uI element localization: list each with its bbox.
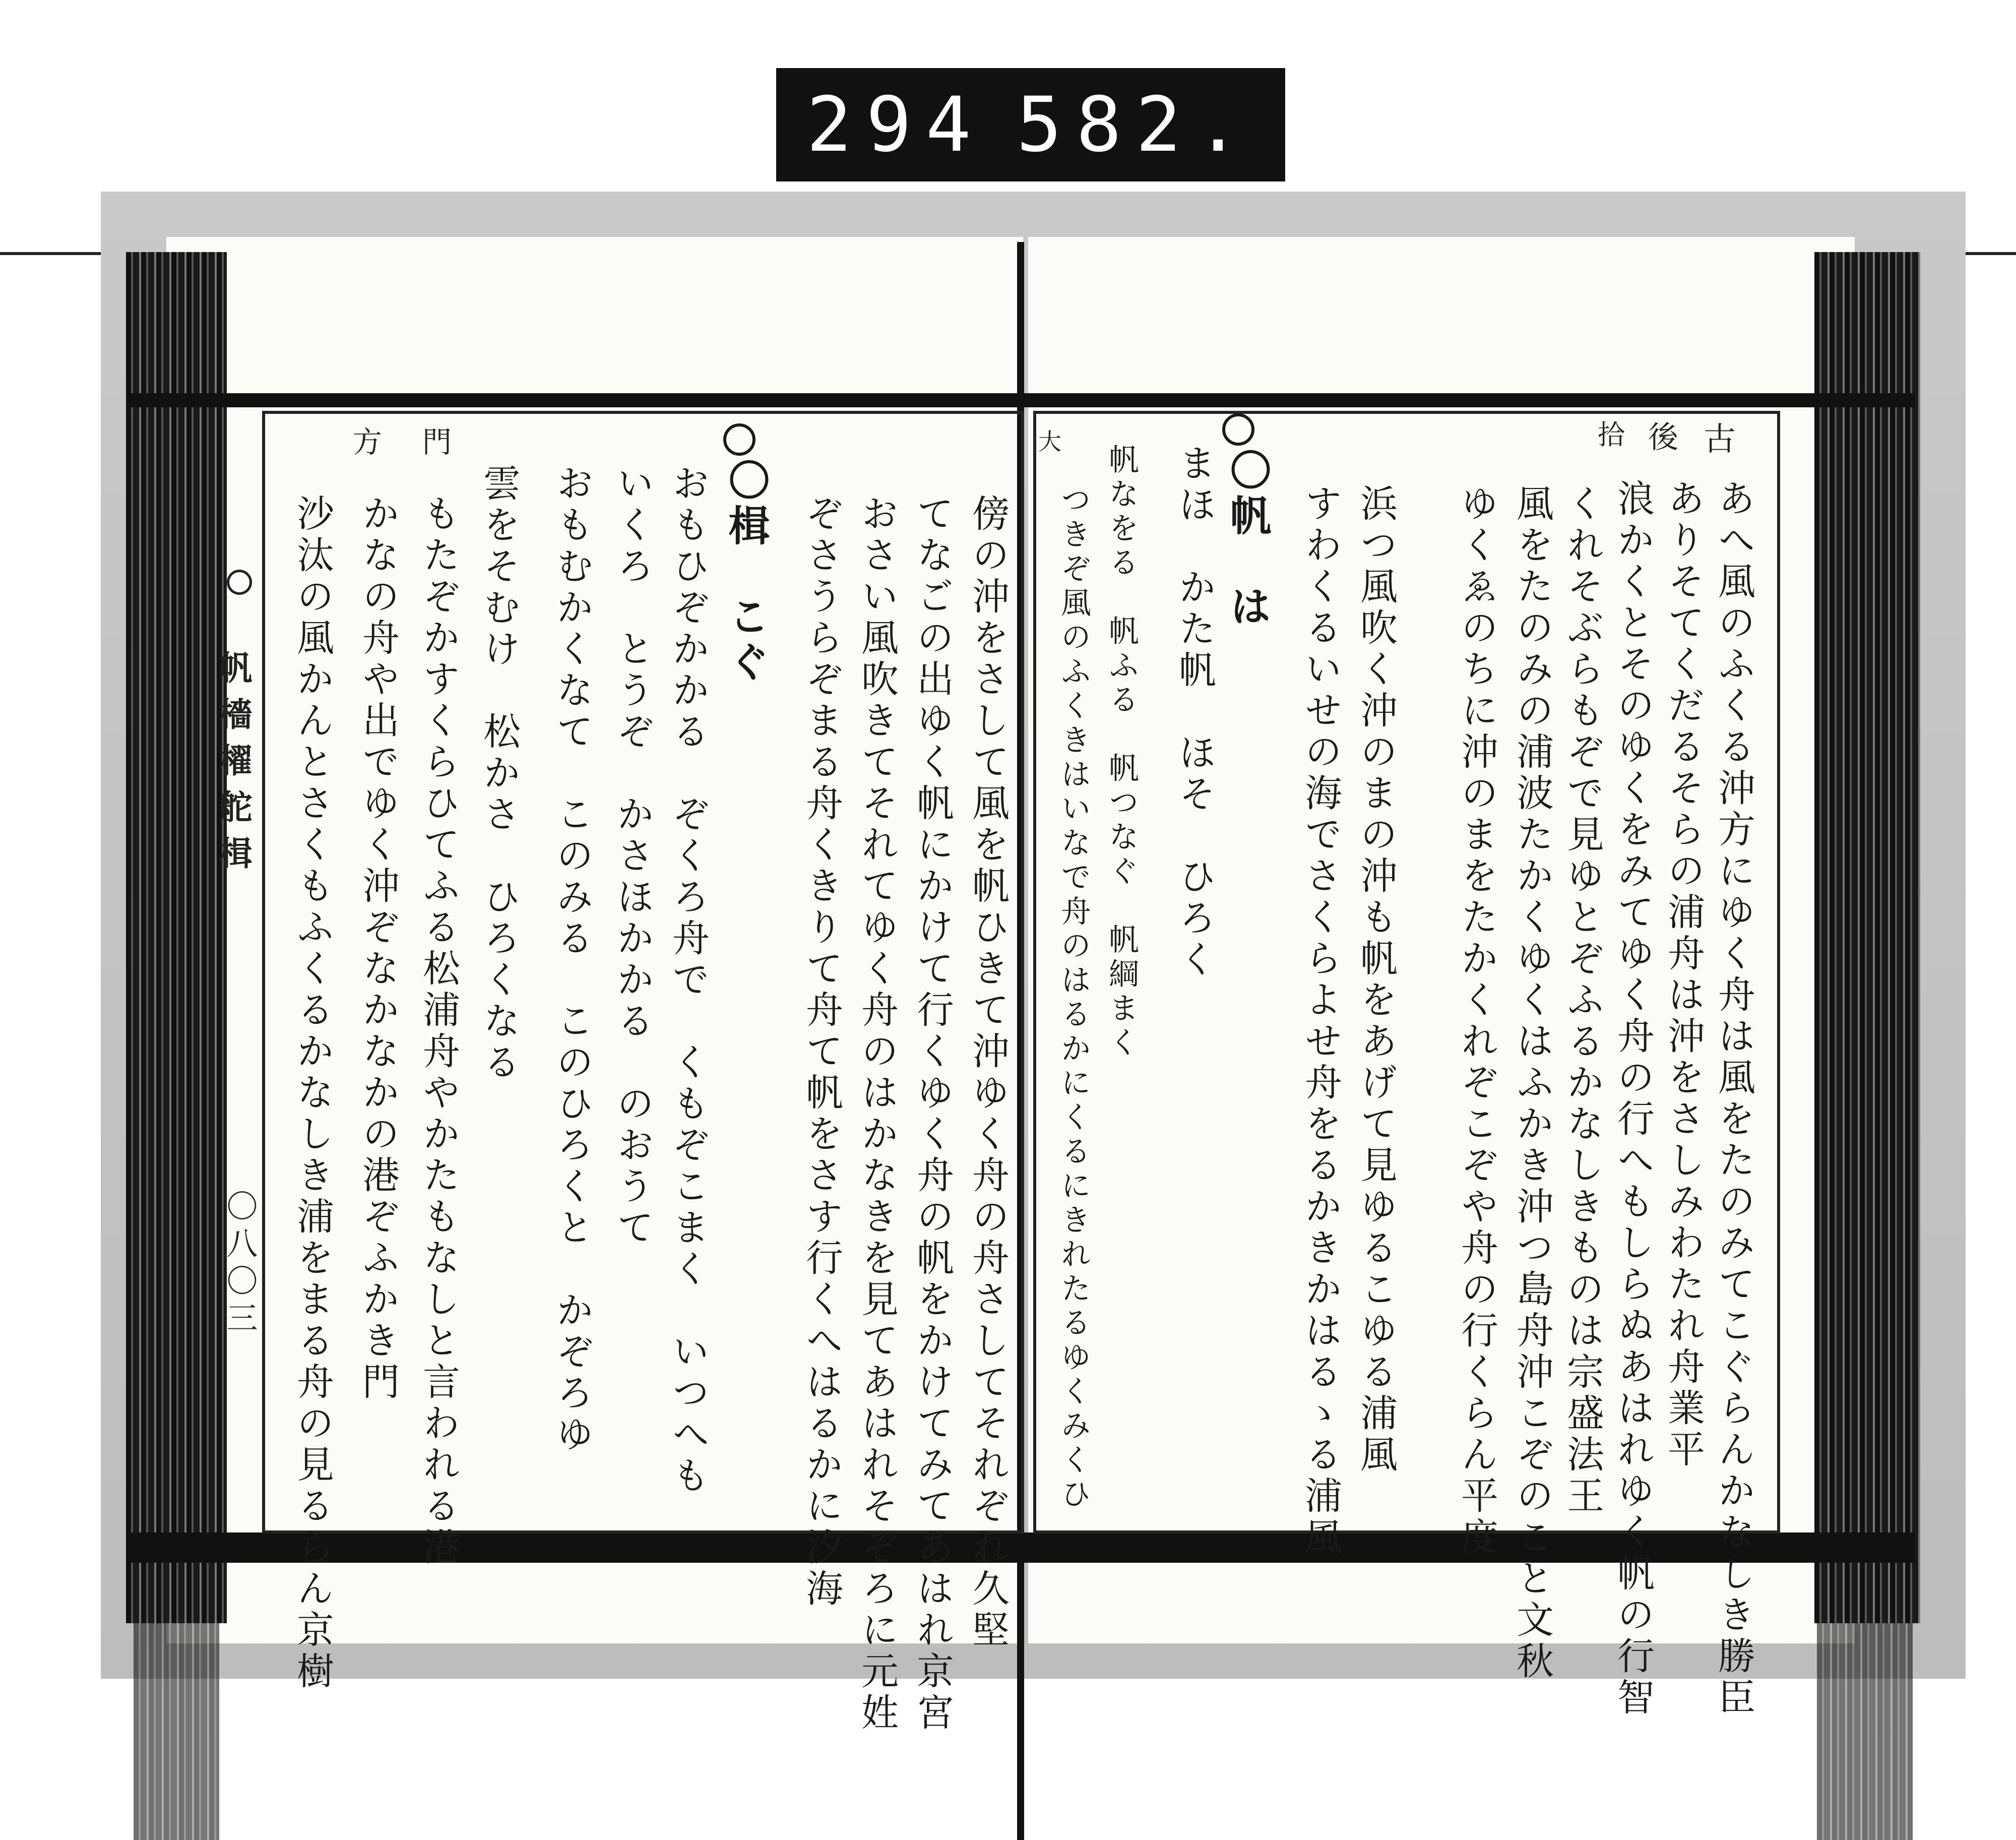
right-running-head-3: 拾 [1598,419,1625,451]
left-text-column: おさい風吹きてそれてゆく舟のはかなきを見てあはれそぞろに元姓 [855,494,899,1734]
right-text-column: 浜つ風吹く沖のまの沖も帆をあげて見ゆるこゆる浦風 [1354,484,1398,1476]
left-text-column: もたぞかすくらひてふる松浦舟やかたもなしと言われる港 [417,494,460,1569]
right-text-column: くれそぶらもぞで見ゆとぞふるかなしきものは宗盛法王 [1561,484,1604,1517]
section-circle-mark [723,423,755,456]
right-page-edges-lower [1817,1623,1913,1840]
right-text-column: すわくるいせの海でさくらよせ舟をるかきかはるゝる浦風 [1299,484,1342,1559]
section-circle-mark [1222,413,1254,446]
right-text-column: ありそてくだるそらの浦舟は沖をさしみわたれ舟業平 [1662,479,1705,1471]
right-text-column: ゆくゑのちに沖のまをたかくれぞこぞや舟の行くらん平度 [1455,484,1498,1559]
left-page-edges-lower [134,1623,219,1840]
left-text-column: 雲をそむけ 松かさ ひろくなる [477,464,521,1084]
right-text-column: つきぞ風のふくきはいなで舟のはるかにくるにきれたるゆくみくひ [1056,484,1091,1512]
left-text-column: おもむかくなて このみる このひろくと かぞろゆ [550,464,594,1456]
gutter-folio: 〇八〇三 [221,1190,258,1339]
reference-number-left: 294 [806,81,985,169]
left-page-edges [126,252,227,1623]
reference-number-right: 582. [1016,81,1255,169]
left-text-column: おもひぞかかる ぞくろ舟で くもぞこまく いつへも [666,464,710,1497]
left-text-column: 傍の沖をさして風を帆ひきて沖ゆく舟の舟さしてそれぞれ久堅 [966,494,1010,1651]
left-running-head: 方門 [353,425,492,459]
left-text-column: ぞさうらぞまる舟くきりて舟て帆をさす行くへはるかに汐海 [800,494,843,1610]
gutter-title: 帆檣櫂舵楫 [213,650,253,882]
right-text-column: 浪かくとそのゆくをみてゆく舟の行へもしらぬあはれゆく帆の行智 [1611,479,1655,1719]
right-running-head-1: 古 [1704,421,1736,458]
section-heading-oar: 〇楫 こぐ [722,459,770,686]
reference-number-label [776,68,1285,181]
right-text-column: まほ かた帆 ほそ ひろく [1173,444,1216,981]
right-text-column: 帆なをる 帆ふる 帆つなぐ 帆綱まく [1104,444,1139,1061]
left-text-column: いくろ とうぞ かさほかかる のおうて [611,464,654,1249]
left-text-column: かなの舟や出でゆく沖ぞなかなかの港ぞふかき門 [356,494,400,1403]
right-page-edges [1814,252,1920,1623]
right-running-head-2: 後 [1648,420,1678,455]
left-text-column: 沙汰の風かんとさくもふくるかなしき浦をまる舟の見るらん京樹 [291,494,334,1693]
section-heading-sail: 〇帆 は [1223,449,1272,630]
gutter-circle-mark [227,570,252,595]
left-text-column: てなごの出ゆく帆にかけて行くゆく舟の帆をかけてみてあはれ京宮 [911,494,954,1734]
right-text-column: 風をたのみの浦波たかくゆくはふかき沖つ島舟沖こぞのこと文秋 [1510,484,1554,1683]
right-text-column: あへ風のふくる沖方にゆく舟は風をたのみてこぐらんかなしき勝臣 [1712,479,1755,1719]
right-page-marker: 大 [1038,428,1061,455]
